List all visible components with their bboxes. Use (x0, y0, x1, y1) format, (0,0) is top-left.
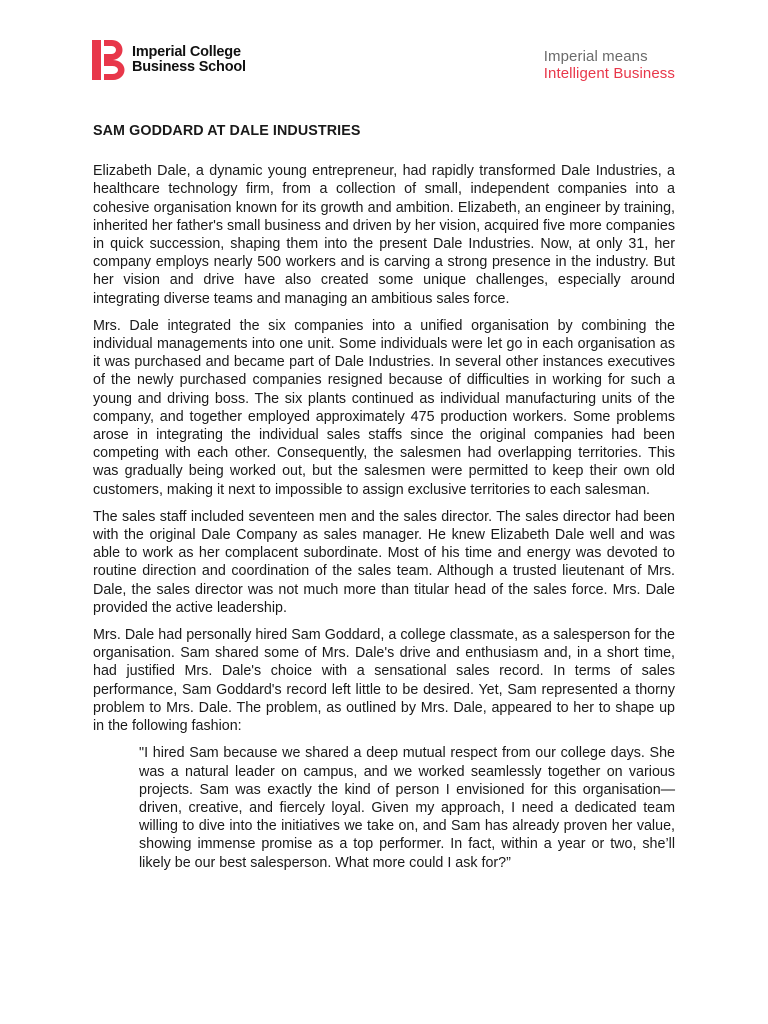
logo-line-1: Imperial College (132, 44, 241, 60)
imperial-b-logo-icon (92, 40, 126, 80)
block-quote: "I hired Sam because we shared a deep mutual respect from our college days. She was a natural leader on campus, and we worked seamlessly together on various projects. Sam was exactly the kind of person I envisioned for this organisation—driven, creative, and fiercely loyal. Given my approach, I need a dedicated team willing to dive into the initiatives we take on, and Sam has already proven her value, showing immense promise as a top performer. In fact, within a year or two, she’ll likely be our best salesperson. What more could I ask for?” (139, 745, 675, 871)
tagline (544, 48, 675, 82)
tagline-line-1: Imperial means (543, 48, 648, 65)
tagline-line-2: Intelligent Business (543, 65, 675, 82)
paragraph-1: Elizabeth Dale, a dynamic young entrepreneur, had rapidly transformed Dale Industries, a healthcare technology firm, from a collection of small, independent companies into a cohesive organisation known for its growth and ambition. Elizabeth, an engineer by training, inherited her father's small business and driven by her vision, acquired five more companies in quick succession, shaping them into the present Dale Industries. Now, at only 31, her company employs nearly 500 workers and is carving a strong presence in the industry. But her vision and drive have also created some unique challenges, especially around integrating diverse teams and managing an ambitious sales force. (93, 163, 675, 307)
logo-line-2: Business School (132, 59, 246, 75)
document-title: SAM GODDARD AT DALE INDUSTRIES (93, 123, 361, 139)
paragraph-4: Mrs. Dale had personally hired Sam Goddard, a college classmate, as a salesperson for the organisation. Sam shared some of Mrs. Dale's drive and enthusiasm and, in a short time, had justified Mrs. Dale's choice with a sensational sales record. In terms of sales performance, Sam Goddard's record left little to be desired. Yet, Sam represented a thorny problem to Mrs. Dale. The problem, as outlined by Mrs. Dale, appeared to her to shape up in the following fashion: (93, 627, 675, 735)
document-body (93, 122, 675, 881)
paragraph-2: Mrs. Dale integrated the six companies into a unified organisation by combining the individual managements into one unit. Some individuals were let go in each organisation as it was purchased and became part of Dale Industries. In several other instances executives of the newly purchased companies resigned because of difficulties in working for such a young and driving boss. The six plants continued as individual manufacturing units of the company, and together employed approximately 475 production workers. Some problems arose in integrating the individual sales staffs since the original companies had been competing with each other. Consequently, the salesmen had overlapping territories. This was gradually being worked out, but the salesmen were permitted to keep their own old customers, making it next to impossible to assign exclusive territories to each salesman. (93, 317, 675, 498)
imperial-logo (92, 40, 246, 80)
paragraph-3: The sales staff included seventeen men and the sales director. The sales director had been with the original Dale Company as sales manager. He knew Elizabeth Dale well and was able to work as her complacent subordinate. Most of his time and energy was devoted to routine direction and coordination of the sales team. Although a trusted lieutenant of Mrs. Dale, the sales director was not much more than titular head of the sales force. Mrs. Dale provided the active leadership. (93, 508, 675, 616)
logo-wordmark (132, 45, 246, 75)
page-header (92, 40, 675, 84)
